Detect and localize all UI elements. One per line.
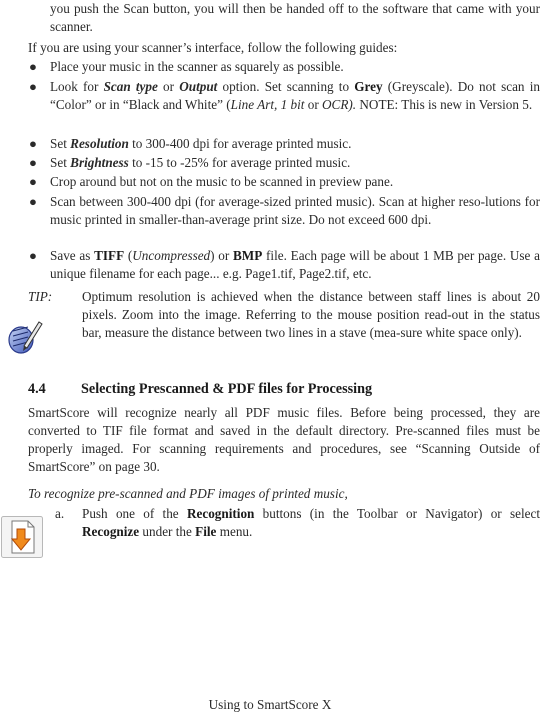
- uncompressed-term: Uncompressed: [132, 248, 211, 263]
- bullet-text: Place your music in the scanner as squarely as possible.: [50, 59, 344, 74]
- bullet-text: (: [124, 248, 133, 263]
- bullet-item: [28, 58, 540, 76]
- section-title: Selecting Prescanned & PDF files for Processing: [81, 381, 373, 397]
- resolution-term: Resolution: [70, 136, 129, 151]
- bullet-marker: ●: [29, 194, 37, 209]
- bullet-text: Save as: [50, 248, 95, 263]
- bullet-text: to -15 to -25% for average printed music.: [128, 155, 351, 170]
- bullet-item: [28, 193, 540, 247]
- tip-label: TIP:: [28, 289, 53, 304]
- output-term: Output: [179, 79, 218, 94]
- bullet-marker: ●: [29, 248, 37, 263]
- ocr-term: OCR).: [322, 97, 357, 112]
- bullet-text: Look for: [50, 79, 104, 94]
- tiff-term: TIFF: [94, 248, 125, 263]
- grey-term: Grey: [354, 79, 383, 94]
- section-body: SmartScore will recognize nearly all PDF music files. Before being processed, they are converted to TIF file format and saved in the default directory. Pre-scanned files must be properly imaged. For scanning requirements and procedures, see “Scanning Outside of SmartScore” on page 30.: [28, 405, 540, 474]
- bullet-text: NOTE: This is new in Version 5.: [356, 97, 533, 112]
- step-text: buttons (in the Toolbar or Navigator) or select: [254, 506, 540, 521]
- bullet-text: or: [304, 97, 323, 112]
- recognition-term: Recognition: [186, 506, 255, 521]
- tip-text: Optimum resolution is achieved when the distance between staff lines is about 20 pixels. Zoom into the image. Referring to the mouse position read-out in the status bar, measure the distance between two lines in a stave (mea-sure white space only).: [82, 289, 540, 340]
- step-letter: a.: [55, 506, 65, 521]
- step-text: Push one of the: [82, 506, 187, 521]
- section-heading: [28, 380, 372, 398]
- bullet-marker: ●: [29, 155, 37, 170]
- scan-type-term: Scan type: [103, 79, 158, 94]
- bullet-text: to 300-400 dpi for average printed music.: [128, 136, 352, 151]
- bullet-text: Set: [50, 136, 71, 151]
- intro-continuation: you push the Scan button, you will then be handed off to the software that came with your scanner.: [50, 1, 540, 34]
- bullet-item: [28, 247, 540, 283]
- file-menu-term: File: [195, 524, 217, 539]
- line-art-term: Line Art, 1 bit: [230, 97, 305, 112]
- bullet-text: Set: [50, 155, 71, 170]
- bullet-text: Crop around but not on the music to be scanned in preview pane.: [50, 174, 394, 189]
- step-text: menu.: [216, 524, 253, 539]
- bullet-marker: ●: [29, 136, 37, 151]
- bullet-text: ) or: [210, 248, 233, 263]
- bullet-text: file. Each page will be about 1 MB per page. Use a unique filename for each page... e.g. Page1.tif, Page2.tif, etc.: [50, 248, 540, 281]
- bullet-item: [28, 135, 540, 153]
- bullet-item: [28, 78, 540, 132]
- page-footer: Using to SmartScore X: [208, 697, 332, 712]
- step-a-text: [82, 505, 540, 541]
- section-number: 4.4: [28, 381, 46, 397]
- bullet-text: or: [157, 79, 180, 94]
- tip-pen-icon: [6, 316, 44, 356]
- bullet-text: option. Set scanning to: [217, 79, 355, 94]
- brightness-term: Brightness: [70, 155, 129, 170]
- bullet-marker: ●: [29, 174, 37, 189]
- recognize-icon: [0, 515, 44, 559]
- bullet-text: (Greyscale). Do not scan in “Color” or in “Black and White” (: [50, 79, 540, 112]
- bullet-item: [28, 154, 540, 172]
- guides-intro: If you are using your scanner’s interface, follow the following guides:: [28, 40, 398, 55]
- section-instruction: To recognize pre-scanned and PDF images of printed music,: [28, 486, 348, 501]
- bmp-term: BMP: [233, 248, 263, 263]
- step-text: under the: [139, 524, 196, 539]
- bullet-marker: ●: [29, 79, 37, 94]
- bullet-item: [28, 173, 540, 191]
- bullet-text: Scan between 300-400 dpi (for average-sized printed music). Scan at higher reso-lutions for music printed in smaller-than-average print size. Do not exceed 600 dpi.: [50, 194, 540, 227]
- recognize-term: Recognize: [82, 524, 140, 539]
- bullet-marker: ●: [29, 59, 37, 74]
